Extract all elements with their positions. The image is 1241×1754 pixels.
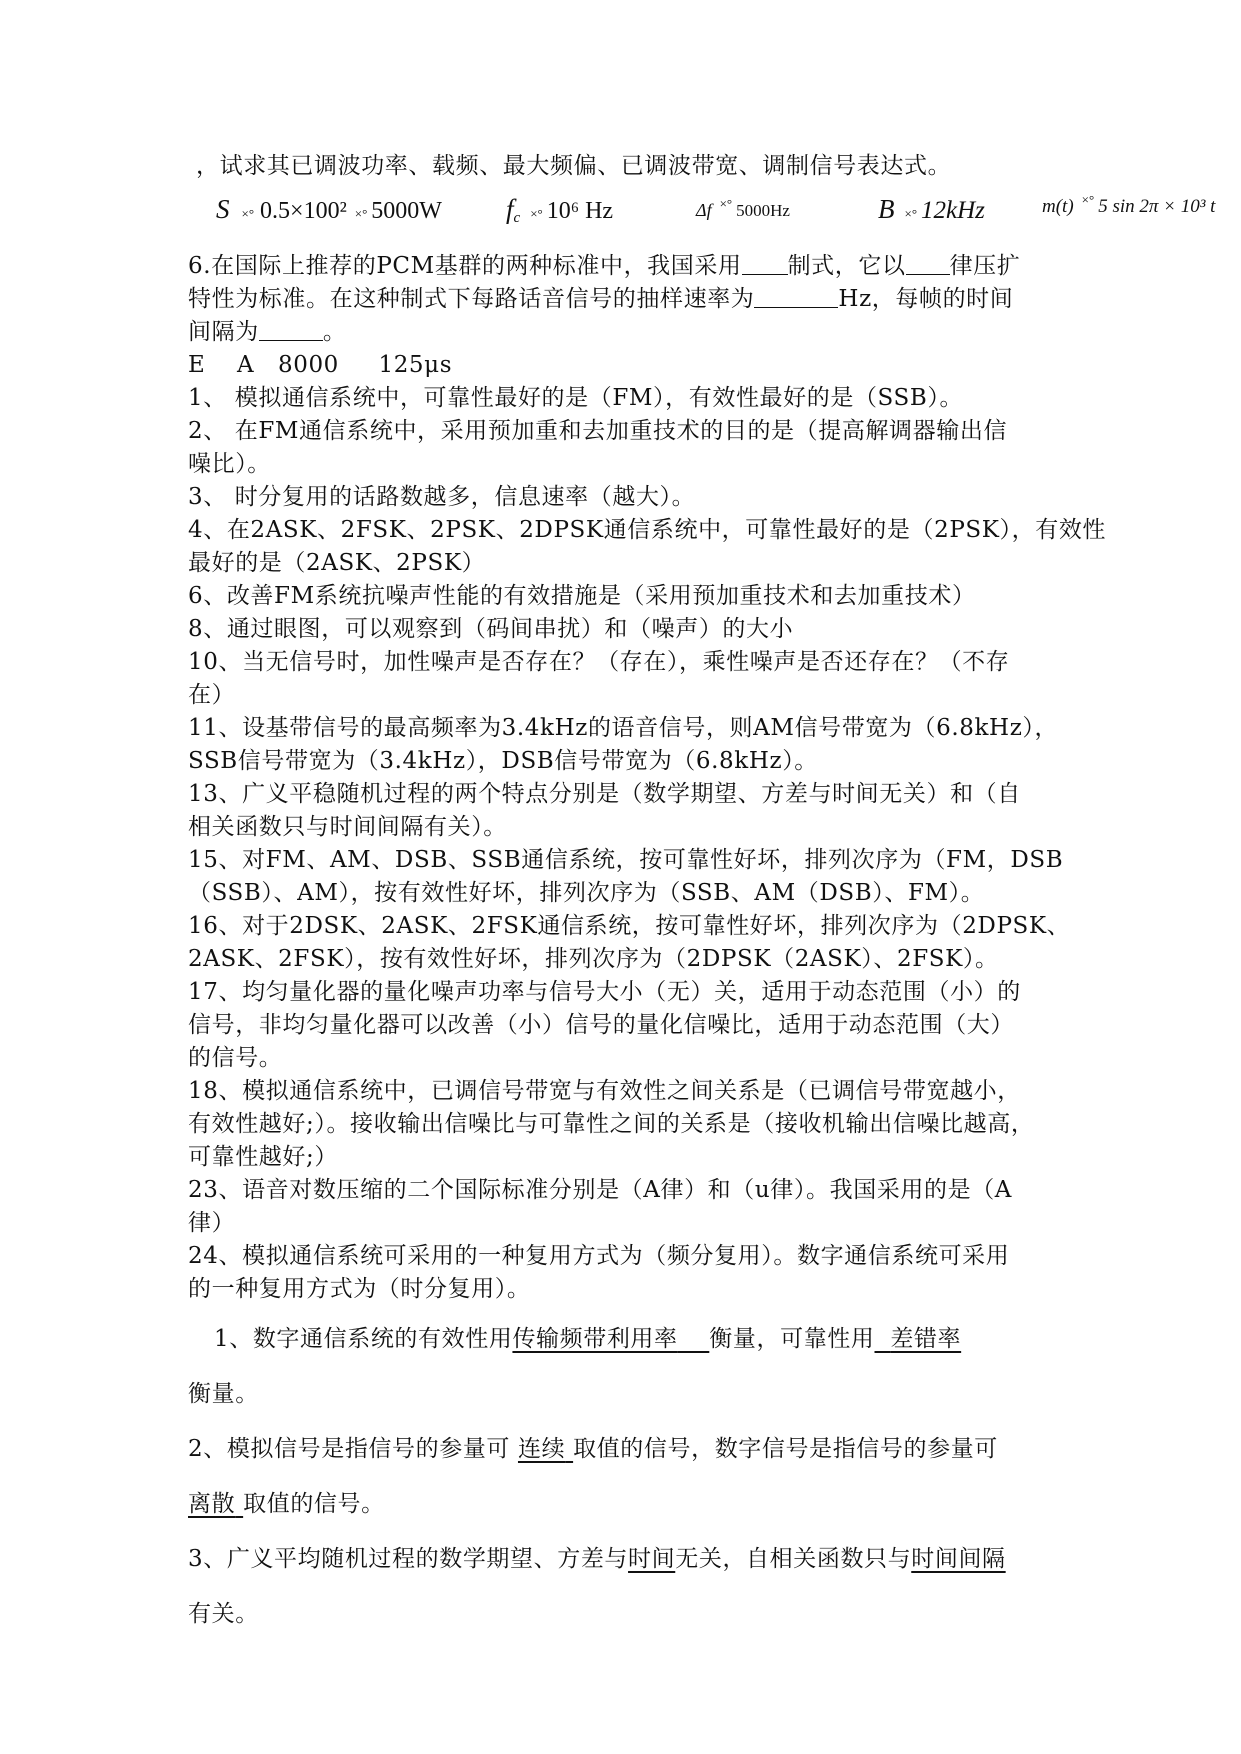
blank-law [906, 252, 950, 275]
fill-line-2-cont: 离散 取值的信号。 [188, 1491, 385, 1517]
list-item: 8、通过眼图，可以观察到（码间串扰）和（噪声）的大小 [188, 616, 794, 642]
blank-interval [259, 318, 323, 341]
q6-answer: E A 8000 125μs [188, 352, 453, 378]
fill-line-2: 2、模拟信号是指信号的参量可 连续 取值的信号，数字信号是指信号的参量可 [188, 1436, 998, 1462]
list-item: 可靠性越好;） [188, 1144, 338, 1170]
power-formula: S ×° 0.5×100² ×° 5000W [216, 194, 442, 224]
list-item: 10、当无信号时，加性噪声是否存在？（存在），乘性噪声是否还存在？（不存 [188, 649, 1010, 675]
list-item: 2、 在FM通信系统中，采用预加重和去加重技术的目的是（提高解调器输出信 [188, 418, 1008, 444]
list-item: 噪比）。 [188, 451, 271, 477]
list-item: 1、 模拟通信系统中，可靠性最好的是（FM），有效性最好的是（SSB）。 [188, 385, 964, 411]
answer-underlined: 时间 [628, 1546, 676, 1572]
carrier-formula: $f_c$ ×° 10⁶ Hz [506, 194, 614, 227]
fill-line-3: 3、广义平均随机过程的数学期望、方差与时间无关，自相关函数只与时间间隔 [188, 1546, 1006, 1572]
list-item: 4、在2ASK、2FSK、2PSK、2DPSK通信系统中，可靠性最好的是（2PSK），有效性 [188, 517, 1107, 543]
blank-rate [754, 285, 838, 308]
list-item: 18、模拟通信系统中，已调信号带宽与有效性之间关系是（已调信号带宽越小， [188, 1078, 1021, 1104]
list-item: 11、设基带信号的最高频率为3.4kHz的语音信号，则AM信号带宽为（6.8kHz）， [188, 715, 1059, 741]
q6-line-2: 特性为标准。在这种制式下每路话音信号的抽样速率为 Hz，每帧的时间 [188, 286, 1014, 312]
signal-formula: m(t) ×° 5 sin 2π × 10³ t [1042, 192, 1216, 217]
deviation-formula: Δf ×° 5000Hz [696, 196, 790, 220]
list-item: 3、 时分复用的话路数越多，信息速率（越大）。 [188, 484, 696, 510]
answer-underlined: 离散 [188, 1491, 236, 1517]
list-item: 相关函数只与时间间隔有关）。 [188, 814, 507, 840]
list-item: （SSB）、AM），按有效性好坏，排列次序为（SSB、AM（DSB）、FM）。 [188, 880, 985, 906]
list-item: 有效性越好;）。接收输出信噪比与可靠性之间的关系是（接收机输出信噪比越高， [188, 1111, 1035, 1137]
list-item: 的一种复用方式为（时分复用）。 [188, 1276, 531, 1302]
q6-line-3: 间隔为 。 [188, 319, 347, 345]
answer-underlined: 传输频带利用率 [512, 1326, 678, 1352]
answer-underlined: 差错率 [890, 1326, 962, 1352]
blank-standard [742, 252, 788, 275]
list-item: 2ASK、2FSK），按有效性好坏，排列次序为（2DPSK（2ASK）、2FSK）。 [188, 946, 999, 972]
list-item: 13、广义平稳随机过程的两个特点分别是（数学期望、方差与时间无关）和（自 [188, 781, 1021, 807]
formula-row [216, 192, 1216, 238]
list-item: 在） [188, 682, 236, 708]
list-item: 23、语音对数压缩的二个国际标准分别是（A律）和（u律）。我国采用的是（A [188, 1177, 1012, 1203]
list-item: 24、模拟通信系统可采用的一种复用方式为（频分复用）。数字通信系统可采用 [188, 1243, 1010, 1269]
fill-line-1: 1、数字通信系统的有效性用传输频带利用率 衡量，可靠性用 差错率 [214, 1326, 962, 1352]
list-item: 16、对于2DSK、2ASK、2FSK通信系统，按可靠性好坏，排列次序为（2DPSK、 [188, 913, 1071, 939]
list-item: 律） [188, 1210, 236, 1236]
list-item: 15、对FM、AM、DSB、SSB通信系统，按可靠性好坏，排列次序为（FM，DSB [188, 847, 1064, 873]
bandwidth-formula: B ×° 12kHz [878, 194, 985, 224]
answer-underlined: 时间间隔 [911, 1546, 1006, 1572]
list-item: 信号，非均匀量化器可以改善（小）信号的量化信噪比，适用于动态范围（大） [188, 1012, 1014, 1038]
intro-line: ，试求其已调波功率、载频、最大频偏、已调波带宽、调制信号表达式。 [196, 153, 952, 179]
list-item: 17、均匀量化器的量化噪声功率与信号大小（无）关，适用于动态范围（小）的 [188, 979, 1021, 1005]
fill-line-3-cont: 有关。 [188, 1601, 259, 1627]
list-item: 最好的是（2ASK、2PSK） [188, 550, 486, 576]
list-item: SSB信号带宽为（3.4kHz），DSB信号带宽为（6.8kHz）。 [188, 748, 818, 774]
q6-line-1: 6.在国际上推荐的PCM基群的两种标准中，我国采用 制式，它以 律压扩 [188, 253, 1021, 279]
fill-line-1-cont: 衡量。 [188, 1381, 259, 1407]
list-item: 6、改善FM系统抗噪声性能的有效措施是（采用预加重技术和去加重技术） [188, 583, 976, 609]
list-item: 的信号。 [188, 1045, 283, 1071]
answer-underlined: 连续 [517, 1436, 566, 1462]
